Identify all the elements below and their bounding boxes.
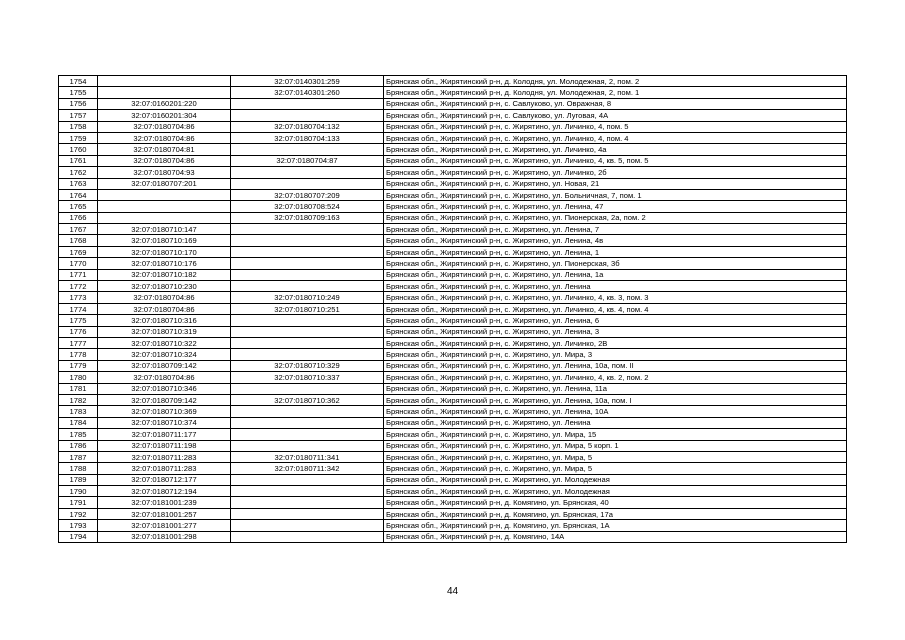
premises-cadastral-number-cell bbox=[231, 520, 384, 531]
address-cell: Брянская обл., Жирятинский р-н, д. Комягино, ул. Брянская, 17а bbox=[384, 508, 847, 519]
row-number-cell: 1762 bbox=[59, 167, 98, 178]
table-row bbox=[59, 212, 847, 223]
cadastral-number-cell bbox=[98, 76, 231, 87]
address-cell: Брянская обл., Жирятинский р-н, с. Жирятино, ул. Ленина, 11а bbox=[384, 383, 847, 394]
row-number-cell: 1754 bbox=[59, 76, 98, 87]
address-cell: Брянская обл., Жирятинский р-н, с. Жирятино, ул. Личинко, 4, кв. 2, пом. 2 bbox=[384, 372, 847, 383]
premises-cadastral-number-cell bbox=[231, 440, 384, 451]
table-row bbox=[59, 474, 847, 485]
address-cell: Брянская обл., Жирятинский р-н, с. Жирятино, ул. Ленина, 10А bbox=[384, 406, 847, 417]
row-number-cell: 1791 bbox=[59, 497, 98, 508]
address-cell: Брянская обл., Жирятинский р-н, с. Жирятино, ул. Молодежная bbox=[384, 474, 847, 485]
table-row bbox=[59, 520, 847, 531]
premises-cadastral-number-cell: 32:07:0180710:337 bbox=[231, 372, 384, 383]
premises-cadastral-number-cell: 32:07:0180708:524 bbox=[231, 201, 384, 212]
table-row bbox=[59, 406, 847, 417]
row-number-cell: 1768 bbox=[59, 235, 98, 246]
cadastral-number-cell: 32:07:0180704:86 bbox=[98, 155, 231, 166]
premises-cadastral-number-cell: 32:07:0180709:163 bbox=[231, 212, 384, 223]
row-number-cell: 1763 bbox=[59, 178, 98, 189]
cadastral-number-cell: 32:07:0180710:170 bbox=[98, 246, 231, 257]
row-number-cell: 1793 bbox=[59, 520, 98, 531]
cadastral-number-cell: 32:07:0180710:322 bbox=[98, 337, 231, 348]
address-cell: Брянская обл., Жирятинский р-н, с. Жирятино, ул. Личинко, 4а bbox=[384, 144, 847, 155]
row-number-cell: 1781 bbox=[59, 383, 98, 394]
row-number-cell: 1790 bbox=[59, 486, 98, 497]
row-number-cell: 1780 bbox=[59, 372, 98, 383]
row-number-cell: 1783 bbox=[59, 406, 98, 417]
premises-cadastral-number-cell: 32:07:0180711:342 bbox=[231, 463, 384, 474]
address-cell: Брянская обл., Жирятинский р-н, с. Жирятино, ул. Мира, 15 bbox=[384, 429, 847, 440]
premises-cadastral-number-cell bbox=[231, 98, 384, 109]
address-cell: Брянская обл., Жирятинский р-н, д. Комягино, ул. Брянская, 1А bbox=[384, 520, 847, 531]
cadastral-number-cell: 32:07:0180709:142 bbox=[98, 360, 231, 371]
address-cell: Брянская обл., Жирятинский р-н, с. Савлуково, ул. Овражная, 8 bbox=[384, 98, 847, 109]
table-row bbox=[59, 360, 847, 371]
premises-cadastral-number-cell bbox=[231, 258, 384, 269]
row-number-cell: 1787 bbox=[59, 451, 98, 462]
premises-cadastral-number-cell: 32:07:0180707:209 bbox=[231, 189, 384, 200]
cadastral-number-cell: 32:07:0180704:86 bbox=[98, 372, 231, 383]
cadastral-number-cell: 32:07:0180710:230 bbox=[98, 281, 231, 292]
cadastral-number-cell: 32:07:0180712:177 bbox=[98, 474, 231, 485]
row-number-cell: 1771 bbox=[59, 269, 98, 280]
table-row bbox=[59, 417, 847, 428]
cadastral-number-cell: 32:07:0180710:316 bbox=[98, 315, 231, 326]
row-number-cell: 1785 bbox=[59, 429, 98, 440]
cadastral-number-cell: 32:07:0160201:304 bbox=[98, 110, 231, 121]
address-cell: Брянская обл., Жирятинский р-н, с. Жирятино, ул. Ленина bbox=[384, 281, 847, 292]
row-number-cell: 1784 bbox=[59, 417, 98, 428]
premises-cadastral-number-cell bbox=[231, 326, 384, 337]
row-number-cell: 1788 bbox=[59, 463, 98, 474]
address-cell: Брянская обл., Жирятинский р-н, с. Жирятино, ул. Ленина bbox=[384, 417, 847, 428]
address-cell: Брянская обл., Жирятинский р-н, д. Комягино, 14А bbox=[384, 531, 847, 542]
table-row bbox=[59, 189, 847, 200]
cadastral-number-cell: 32:07:0181001:298 bbox=[98, 531, 231, 542]
premises-cadastral-number-cell bbox=[231, 235, 384, 246]
address-cell: Брянская обл., Жирятинский р-н, с. Жирятино, ул. Ленина, 4в bbox=[384, 235, 847, 246]
address-cell: Брянская обл., Жирятинский р-н, с. Жирятино, ул. Мира, 3 bbox=[384, 349, 847, 360]
table-row bbox=[59, 303, 847, 314]
cadastral-number-cell: 32:07:0180707:201 bbox=[98, 178, 231, 189]
row-number-cell: 1775 bbox=[59, 315, 98, 326]
cadastral-number-cell: 32:07:0180710:346 bbox=[98, 383, 231, 394]
premises-cadastral-number-cell bbox=[231, 497, 384, 508]
table-row bbox=[59, 440, 847, 451]
premises-cadastral-number-cell bbox=[231, 383, 384, 394]
address-cell: Брянская обл., Жирятинский р-н, с. Жирятино, ул. Ленина, 10а, пом. II bbox=[384, 360, 847, 371]
table-row bbox=[59, 497, 847, 508]
row-number-cell: 1764 bbox=[59, 189, 98, 200]
row-number-cell: 1759 bbox=[59, 132, 98, 143]
premises-cadastral-number-cell bbox=[231, 486, 384, 497]
premises-cadastral-number-cell: 32:07:0180704:87 bbox=[231, 155, 384, 166]
premises-cadastral-number-cell: 32:07:0180704:133 bbox=[231, 132, 384, 143]
premises-cadastral-number-cell bbox=[231, 246, 384, 257]
table-row bbox=[59, 178, 847, 189]
row-number-cell: 1767 bbox=[59, 224, 98, 235]
address-cell: Брянская обл., Жирятинский р-н, с. Жирятино, ул. Ленина, 1а bbox=[384, 269, 847, 280]
row-number-cell: 1765 bbox=[59, 201, 98, 212]
premises-cadastral-number-cell bbox=[231, 110, 384, 121]
table-row bbox=[59, 167, 847, 178]
property-register-table bbox=[58, 75, 847, 543]
cadastral-number-cell: 32:07:0180704:93 bbox=[98, 167, 231, 178]
cadastral-number-cell: 32:07:0180710:182 bbox=[98, 269, 231, 280]
cadastral-number-cell: 32:07:0180710:319 bbox=[98, 326, 231, 337]
premises-cadastral-number-cell: 32:07:0180710:251 bbox=[231, 303, 384, 314]
address-cell: Брянская обл., Жирятинский р-н, с. Жирятино, ул. Ленина, 10а, пом. I bbox=[384, 394, 847, 405]
address-cell: Брянская обл., Жирятинский р-н, с. Жирятино, ул. Личинко, 4, кв. 5, пом. 5 bbox=[384, 155, 847, 166]
premises-cadastral-number-cell: 32:07:0180704:132 bbox=[231, 121, 384, 132]
table-row bbox=[59, 121, 847, 132]
table-row bbox=[59, 531, 847, 542]
premises-cadastral-number-cell bbox=[231, 417, 384, 428]
table-row bbox=[59, 110, 847, 121]
row-number-cell: 1778 bbox=[59, 349, 98, 360]
premises-cadastral-number-cell: 32:07:0140301:260 bbox=[231, 87, 384, 98]
address-cell: Брянская обл., Жирятинский р-н, с. Жирятино, ул. Личинко, 2б bbox=[384, 167, 847, 178]
table-row bbox=[59, 486, 847, 497]
row-number-cell: 1777 bbox=[59, 337, 98, 348]
table-row bbox=[59, 132, 847, 143]
address-cell: Брянская обл., Жирятинский р-н, с. Жирятино, ул. Ленина, 6 bbox=[384, 315, 847, 326]
page-number: 44 bbox=[446, 586, 459, 597]
row-number-cell: 1766 bbox=[59, 212, 98, 223]
row-number-cell: 1760 bbox=[59, 144, 98, 155]
cadastral-number-cell: 32:07:0181001:239 bbox=[98, 497, 231, 508]
table-row bbox=[59, 429, 847, 440]
table-row bbox=[59, 315, 847, 326]
premises-cadastral-number-cell bbox=[231, 144, 384, 155]
cadastral-number-cell: 32:07:0180704:86 bbox=[98, 292, 231, 303]
row-number-cell: 1756 bbox=[59, 98, 98, 109]
table-row bbox=[59, 372, 847, 383]
address-cell: Брянская обл., Жирятинский р-н, с. Жирятино, ул. Личинко, 4, пом. 5 bbox=[384, 121, 847, 132]
row-number-cell: 1773 bbox=[59, 292, 98, 303]
address-cell: Брянская обл., Жирятинский р-н, с. Жирятино, ул. Ленина, 1 bbox=[384, 246, 847, 257]
premises-cadastral-number-cell: 32:07:0180710:329 bbox=[231, 360, 384, 371]
row-number-cell: 1789 bbox=[59, 474, 98, 485]
table-row bbox=[59, 235, 847, 246]
address-cell: Брянская обл., Жирятинский р-н, с. Жирятино, ул. Больничная, 7, пом. 1 bbox=[384, 189, 847, 200]
table-row bbox=[59, 394, 847, 405]
cadastral-number-cell: 32:07:0160201:220 bbox=[98, 98, 231, 109]
row-number-cell: 1772 bbox=[59, 281, 98, 292]
address-cell: Брянская обл., Жирятинский р-н, д. Колодня, ул. Молодежная, 2, пом. 1 bbox=[384, 87, 847, 98]
premises-cadastral-number-cell bbox=[231, 406, 384, 417]
row-number-cell: 1786 bbox=[59, 440, 98, 451]
cadastral-number-cell: 32:07:0180704:81 bbox=[98, 144, 231, 155]
table-row bbox=[59, 144, 847, 155]
cadastral-number-cell: 32:07:0180712:194 bbox=[98, 486, 231, 497]
premises-cadastral-number-cell: 32:07:0180710:362 bbox=[231, 394, 384, 405]
address-cell: Брянская обл., Жирятинский р-н, с. Жирятино, ул. Молодежная bbox=[384, 486, 847, 497]
row-number-cell: 1769 bbox=[59, 246, 98, 257]
row-number-cell: 1757 bbox=[59, 110, 98, 121]
cadastral-number-cell: 32:07:0180709:142 bbox=[98, 394, 231, 405]
table-row bbox=[59, 246, 847, 257]
table-row bbox=[59, 258, 847, 269]
table-row bbox=[59, 98, 847, 109]
table-row bbox=[59, 349, 847, 360]
premises-cadastral-number-cell bbox=[231, 281, 384, 292]
address-cell: Брянская обл., Жирятинский р-н, с. Жирятино, ул. Новая, 21 bbox=[384, 178, 847, 189]
cadastral-number-cell bbox=[98, 189, 231, 200]
cadastral-number-cell: 32:07:0180710:324 bbox=[98, 349, 231, 360]
premises-cadastral-number-cell: 32:07:0140301:259 bbox=[231, 76, 384, 87]
cadastral-number-cell: 32:07:0180711:283 bbox=[98, 451, 231, 462]
table-row bbox=[59, 281, 847, 292]
address-cell: Брянская обл., Жирятинский р-н, д. Комягино, ул. Брянская, 40 bbox=[384, 497, 847, 508]
address-cell: Брянская обл., Жирятинский р-н, с. Жирятино, ул. Пионерская, 2а, пом. 2 bbox=[384, 212, 847, 223]
premises-cadastral-number-cell: 32:07:0180710:249 bbox=[231, 292, 384, 303]
address-cell: Брянская обл., Жирятинский р-н, с. Жирятино, ул. Личинко, 2В bbox=[384, 337, 847, 348]
address-cell: Брянская обл., Жирятинский р-н, с. Жирятино, ул. Ленина, 3 bbox=[384, 326, 847, 337]
cadastral-number-cell: 32:07:0180711:177 bbox=[98, 429, 231, 440]
cadastral-number-cell: 32:07:0180711:283 bbox=[98, 463, 231, 474]
row-number-cell: 1794 bbox=[59, 531, 98, 542]
premises-cadastral-number-cell bbox=[231, 315, 384, 326]
address-cell: Брянская обл., Жирятинский р-н, д. Колодня, ул. Молодежная, 2, пом. 2 bbox=[384, 76, 847, 87]
table-body bbox=[59, 76, 847, 543]
cadastral-number-cell bbox=[98, 201, 231, 212]
premises-cadastral-number-cell: 32:07:0180711:341 bbox=[231, 451, 384, 462]
address-cell: Брянская обл., Жирятинский р-н, с. Жирятино, ул. Личинко, 4, кв. 3, пом. 3 bbox=[384, 292, 847, 303]
cadastral-number-cell: 32:07:0180710:176 bbox=[98, 258, 231, 269]
premises-cadastral-number-cell bbox=[231, 531, 384, 542]
address-cell: Брянская обл., Жирятинский р-н, с. Жирятино, ул. Пионерская, 3б bbox=[384, 258, 847, 269]
premises-cadastral-number-cell bbox=[231, 508, 384, 519]
row-number-cell: 1761 bbox=[59, 155, 98, 166]
table-row bbox=[59, 292, 847, 303]
premises-cadastral-number-cell bbox=[231, 349, 384, 360]
cadastral-number-cell: 32:07:0180704:86 bbox=[98, 132, 231, 143]
cadastral-number-cell: 32:07:0180704:86 bbox=[98, 121, 231, 132]
cadastral-number-cell: 32:07:0180710:147 bbox=[98, 224, 231, 235]
table-row bbox=[59, 269, 847, 280]
cadastral-number-cell bbox=[98, 212, 231, 223]
table-row bbox=[59, 87, 847, 98]
address-cell: Брянская обл., Жирятинский р-н, с. Жирятино, ул. Личинко, 4, пом. 4 bbox=[384, 132, 847, 143]
table-row bbox=[59, 326, 847, 337]
premises-cadastral-number-cell bbox=[231, 167, 384, 178]
table-row bbox=[59, 508, 847, 519]
table-row bbox=[59, 76, 847, 87]
address-cell: Брянская обл., Жирятинский р-н, с. Жирятино, ул. Личинко, 4, кв. 4, пом. 4 bbox=[384, 303, 847, 314]
cadastral-number-cell: 32:07:0180710:169 bbox=[98, 235, 231, 246]
row-number-cell: 1782 bbox=[59, 394, 98, 405]
table-row bbox=[59, 451, 847, 462]
premises-cadastral-number-cell bbox=[231, 337, 384, 348]
table-row bbox=[59, 337, 847, 348]
premises-cadastral-number-cell bbox=[231, 178, 384, 189]
address-cell: Брянская обл., Жирятинский р-н, с. Жирятино, ул. Ленина, 47 bbox=[384, 201, 847, 212]
row-number-cell: 1779 bbox=[59, 360, 98, 371]
cadastral-number-cell: 32:07:0180711:198 bbox=[98, 440, 231, 451]
cadastral-number-cell: 32:07:0180710:369 bbox=[98, 406, 231, 417]
table-row bbox=[59, 155, 847, 166]
cadastral-number-cell: 32:07:0180704:86 bbox=[98, 303, 231, 314]
table-row bbox=[59, 224, 847, 235]
address-cell: Брянская обл., Жирятинский р-н, с. Жирятино, ул. Ленина, 7 bbox=[384, 224, 847, 235]
premises-cadastral-number-cell bbox=[231, 269, 384, 280]
address-cell: Брянская обл., Жирятинский р-н, с. Савлуково, ул. Луговая, 4А bbox=[384, 110, 847, 121]
row-number-cell: 1774 bbox=[59, 303, 98, 314]
cadastral-number-cell bbox=[98, 87, 231, 98]
row-number-cell: 1776 bbox=[59, 326, 98, 337]
address-cell: Брянская обл., Жирятинский р-н, с. Жирятино, ул. Мира, 5 корп. 1 bbox=[384, 440, 847, 451]
row-number-cell: 1792 bbox=[59, 508, 98, 519]
address-cell: Брянская обл., Жирятинский р-н, с. Жирятино, ул. Мира, 5 bbox=[384, 463, 847, 474]
cadastral-number-cell: 32:07:0181001:257 bbox=[98, 508, 231, 519]
table-row bbox=[59, 463, 847, 474]
cadastral-number-cell: 32:07:0180710:374 bbox=[98, 417, 231, 428]
cadastral-number-cell: 32:07:0181001:277 bbox=[98, 520, 231, 531]
row-number-cell: 1770 bbox=[59, 258, 98, 269]
premises-cadastral-number-cell bbox=[231, 429, 384, 440]
table-row bbox=[59, 201, 847, 212]
table-row bbox=[59, 383, 847, 394]
premises-cadastral-number-cell bbox=[231, 474, 384, 485]
row-number-cell: 1755 bbox=[59, 87, 98, 98]
row-number-cell: 1758 bbox=[59, 121, 98, 132]
premises-cadastral-number-cell bbox=[231, 224, 384, 235]
address-cell: Брянская обл., Жирятинский р-н, с. Жирятино, ул. Мира, 5 bbox=[384, 451, 847, 462]
